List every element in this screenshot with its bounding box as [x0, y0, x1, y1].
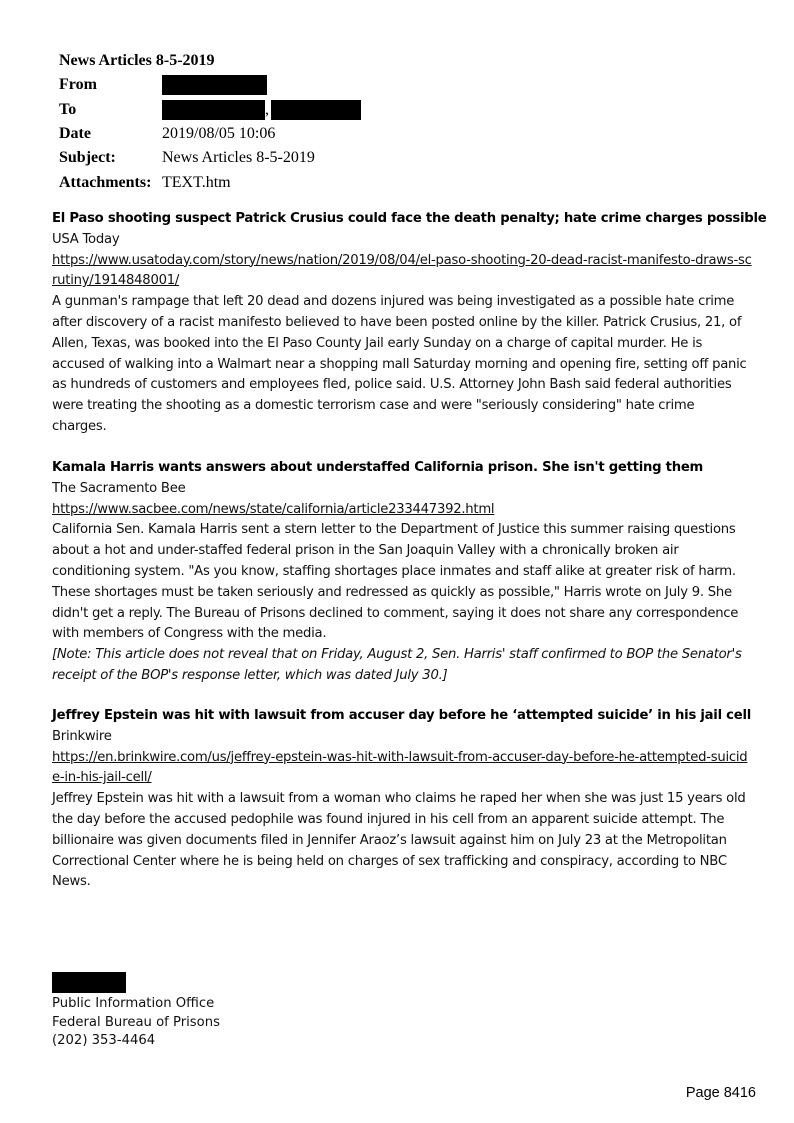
- date-label: Date: [59, 125, 91, 143]
- page-number: Page 8416: [685, 1085, 756, 1101]
- article-1: [52, 209, 767, 438]
- article-source: The Sacramento Bee: [52, 480, 186, 496]
- article-3: [52, 706, 752, 893]
- article-link[interactable]: https://en.brinkwire.com/us/jeffrey-epstein-was-hit-with-lawsuit-from-accuser-day-before-he-attempted-suicide-in-his-jail-cell/: [52, 749, 748, 786]
- signature-block: [52, 972, 220, 1051]
- attachments-row: [59, 170, 361, 194]
- date-value: 2019/08/05 10:06: [162, 125, 276, 143]
- attachments-label: Attachments:: [59, 173, 152, 191]
- signature-office: Public Information Office: [52, 996, 215, 1011]
- article-link[interactable]: https://www.sacbee.com/news/state/california/article233447392.html: [52, 501, 495, 517]
- article-title: El Paso shooting suspect Patrick Crusius could face the death penalty; hate crime charges possible: [52, 211, 767, 226]
- subject-label: Subject:: [59, 149, 116, 167]
- article-link[interactable]: https://www.usatoday.com/story/news/nation/2019/08/04/el-paso-shooting-20-dead-racist-manifesto-draws-scrutiny/1914848001/: [52, 252, 752, 289]
- subject-value: News Articles 8-5-2019: [162, 149, 315, 167]
- redacted-to-1: [162, 100, 265, 120]
- article-body: A gunman's rampage that left 20 dead and dozens injured was being investigated as a possible hate crime after discovery of a racist manifesto believed to have been posted online by the killer. Patrick Crusius, 21, of Allen, Texas, was booked into the El Paso County Jail early Sunday on a charge of capital murder. He is accused of walking into a Walmart near a shopping mall Saturday morning and opening fire, setting off panic as hundreds of customers and employees fled, police said. U.S. Attorney John Bash said federal authorities were treating the shooting as a domestic terrorism case and were "seriously considering" hate crime charges.: [52, 294, 747, 434]
- article-title: Jeffrey Epstein was hit with lawsuit from accuser day before he ‘attempted suicide’ in his jail cell: [52, 708, 751, 723]
- article-body: California Sen. Kamala Harris sent a stern letter to the Department of Justice this summer raising questions about a hot and under-staffed federal prison in the San Joaquin Valley with a chronically broken air conditioning system. "As you know, staffing shortages place inmates and staff alike at greater risk of harm. These shortages must be taken seriously and redressed as quickly as possible," Harris wrote on July 9. She didn't get a reply. The Bureau of Prisons declined to comment, saying it does not share any correspondence with members of Congress with the media.: [52, 522, 739, 642]
- redacted-to-2: [271, 100, 361, 120]
- attachments-value[interactable]: TEXT.htm: [162, 173, 231, 191]
- from-label: From: [59, 76, 97, 94]
- article-note: [Note: This article does not reveal that on Friday, August 2, Sen. Harris' staff confirmed to BOP the Senator's receipt of the BOP's response letter, which was dated July 30.]: [52, 647, 742, 683]
- from-row: [59, 73, 361, 97]
- subject-row: [59, 146, 361, 170]
- header-title: News Articles 8-5-2019: [59, 52, 215, 70]
- signature-phone: (202) 353-4464: [52, 1033, 156, 1048]
- article-body: Jeffrey Epstein was hit with a lawsuit from a woman who claims he raped her when she was just 15 years old the day before the accused pedophile was found injured in his cell from an apparent suicide attempt. The billionaire was given documents filed in Jennifer Araoz’s lawsuit against him on July 23 at the Metropolitan Correctional Center where he is being held on charges of sex trafficking and conspiracy, according to NBC News.: [52, 791, 746, 890]
- redacted-signature-name: [52, 972, 126, 993]
- to-row: [59, 98, 361, 122]
- header-title-row: [59, 49, 361, 73]
- signature-agency: Federal Bureau of Prisons: [52, 1014, 220, 1030]
- article-source: USA Today: [52, 231, 120, 247]
- article-source: Brinkwire: [52, 728, 112, 744]
- article-2: [52, 458, 752, 687]
- date-row: [59, 122, 361, 146]
- to-separator: ,: [265, 100, 269, 118]
- to-label: To: [59, 100, 77, 118]
- redacted-from: [162, 75, 267, 95]
- email-header: [59, 49, 361, 195]
- article-title: Kamala Harris wants answers about understaffed California prison. She isn't getting them: [52, 460, 704, 475]
